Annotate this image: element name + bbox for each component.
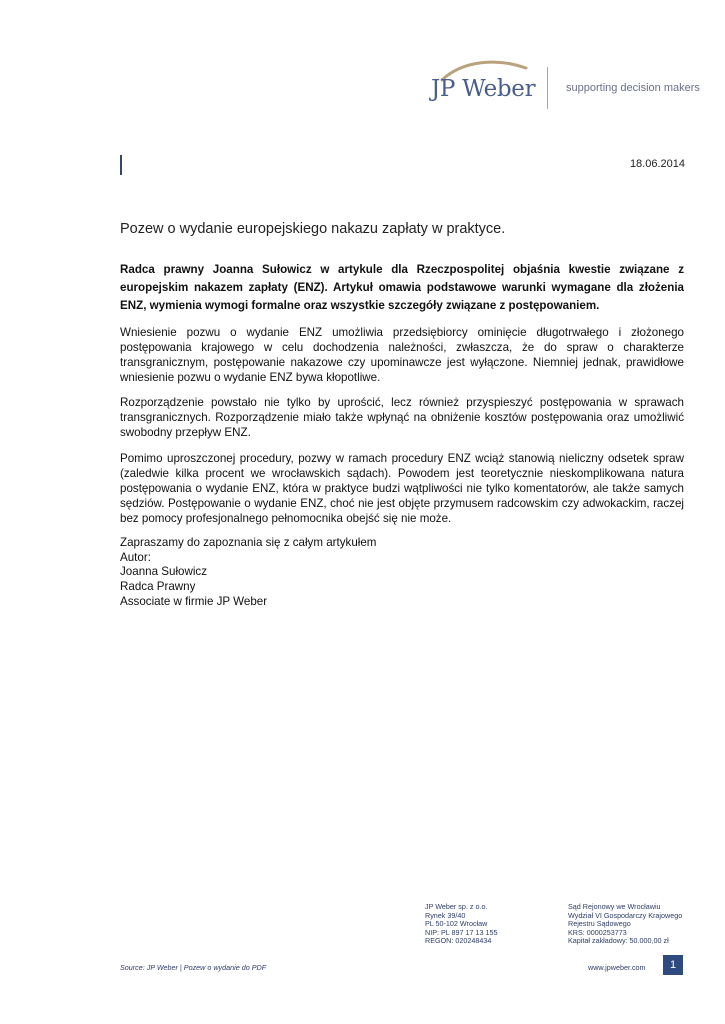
- article-title: Pozew o wydanie europejskiego nakazu zapłaty w praktyce.: [120, 221, 506, 237]
- margin-marker: [120, 155, 122, 175]
- footer-line: Rejestru Sądowego: [568, 919, 631, 929]
- article-paragraph-1: Wniesienie pozwu o wydanie ENZ umożliwia przedsiębiorcy ominięcie długotrwałego i złożonego postępowania krajowego w celu dochodzenia należności, zwłaszcza, że do spraw o charakterze transgranicznym, postępowanie nakazowe czy upominawcze jest wyłączone. Niemniej jednak, prawidłowe wniesienie pozwu o wydanie ENZ bywa kłopotliwe.: [120, 326, 684, 384]
- footer-line: Wydział VI Gospodarczy Krajowego: [568, 910, 683, 920]
- logo-divider: [547, 67, 548, 109]
- footer-line: NIP: PL 897 17 13 155: [425, 927, 498, 937]
- footer-line: Sąd Rejonowy we Wrocławiu: [568, 902, 661, 911]
- footer-line: JP Weber sp. z o.o.: [425, 902, 488, 911]
- page-number: 1: [663, 955, 683, 975]
- author-name: Joanna Sułowicz: [120, 565, 208, 578]
- footer-line: KRS: 0000253773: [568, 927, 627, 937]
- footer-line: REGON: 020248434: [425, 936, 492, 946]
- footer-website-link[interactable]: www.jpweber.com: [588, 963, 646, 972]
- footer-line: Kapitał zakładowy: 50.000,00 zł: [568, 936, 669, 946]
- article-paragraph-3: Pomimo uproszczonej procedury, pozwy w ramach procedury ENZ wciąż stanowią nieliczny odsetek spraw (zaledwie kilka procent we wrocławskich sądach). Powodem jest teoretycznie nieskomplikowana natura postępowania o wydanie ENZ, która w praktyce budzi wątpliwości nie tylko komentatorów, ale także samych sędziów. Postępowanie o wydanie ENZ, choć nie jest objęte przymusem radcowskim czy adwokackim, raczej bez pomocy profesjonalnego pełnomocnika obejść się nie może.: [120, 452, 684, 525]
- author-role: Radca Prawny: [120, 579, 196, 593]
- author-firm: Associate w firmie JP Weber: [120, 595, 268, 608]
- footer-registry-info: [568, 903, 682, 946]
- article-closing: [120, 536, 520, 610]
- logo-tagline: supporting decision makers: [566, 82, 700, 94]
- footer-source: Source: JP Weber | Pozew o wydanie do PDF: [120, 963, 267, 972]
- author-label: Autor:: [120, 550, 151, 564]
- footer-line: Rynek 39/40: [425, 910, 466, 920]
- article-lead: Radca prawny Joanna Sułowicz w artykule dla Rzeczpospolitej objaśnia kwestie związane z europejskim nakazem zapłaty (ENZ). Artykuł omawia podstawowe warunki wymagane dla złożenia ENZ, wymienia wymogi formalne oraz wszystkie szczegóły związane z postępowaniem.: [120, 263, 684, 312]
- company-logo: JP Weber: [431, 76, 536, 102]
- article-link-invite[interactable]: Zapraszamy do zapoznania się z całym artykułem: [120, 536, 377, 549]
- article-paragraph-2: Rozporządzenie powstało nie tylko by uprościć, lecz również przyspieszyć postępowania w sprawach transgranicznych. Rozporządzenie miało także wpłynąć na obniżenie kosztów postępowania oraz umożliwić swobodny przepływ ENZ.: [120, 396, 684, 439]
- document-date: 18.06.2014: [629, 158, 685, 170]
- footer-line: PL 50-102 Wrocław: [425, 919, 488, 929]
- footer-company-info: [425, 903, 497, 946]
